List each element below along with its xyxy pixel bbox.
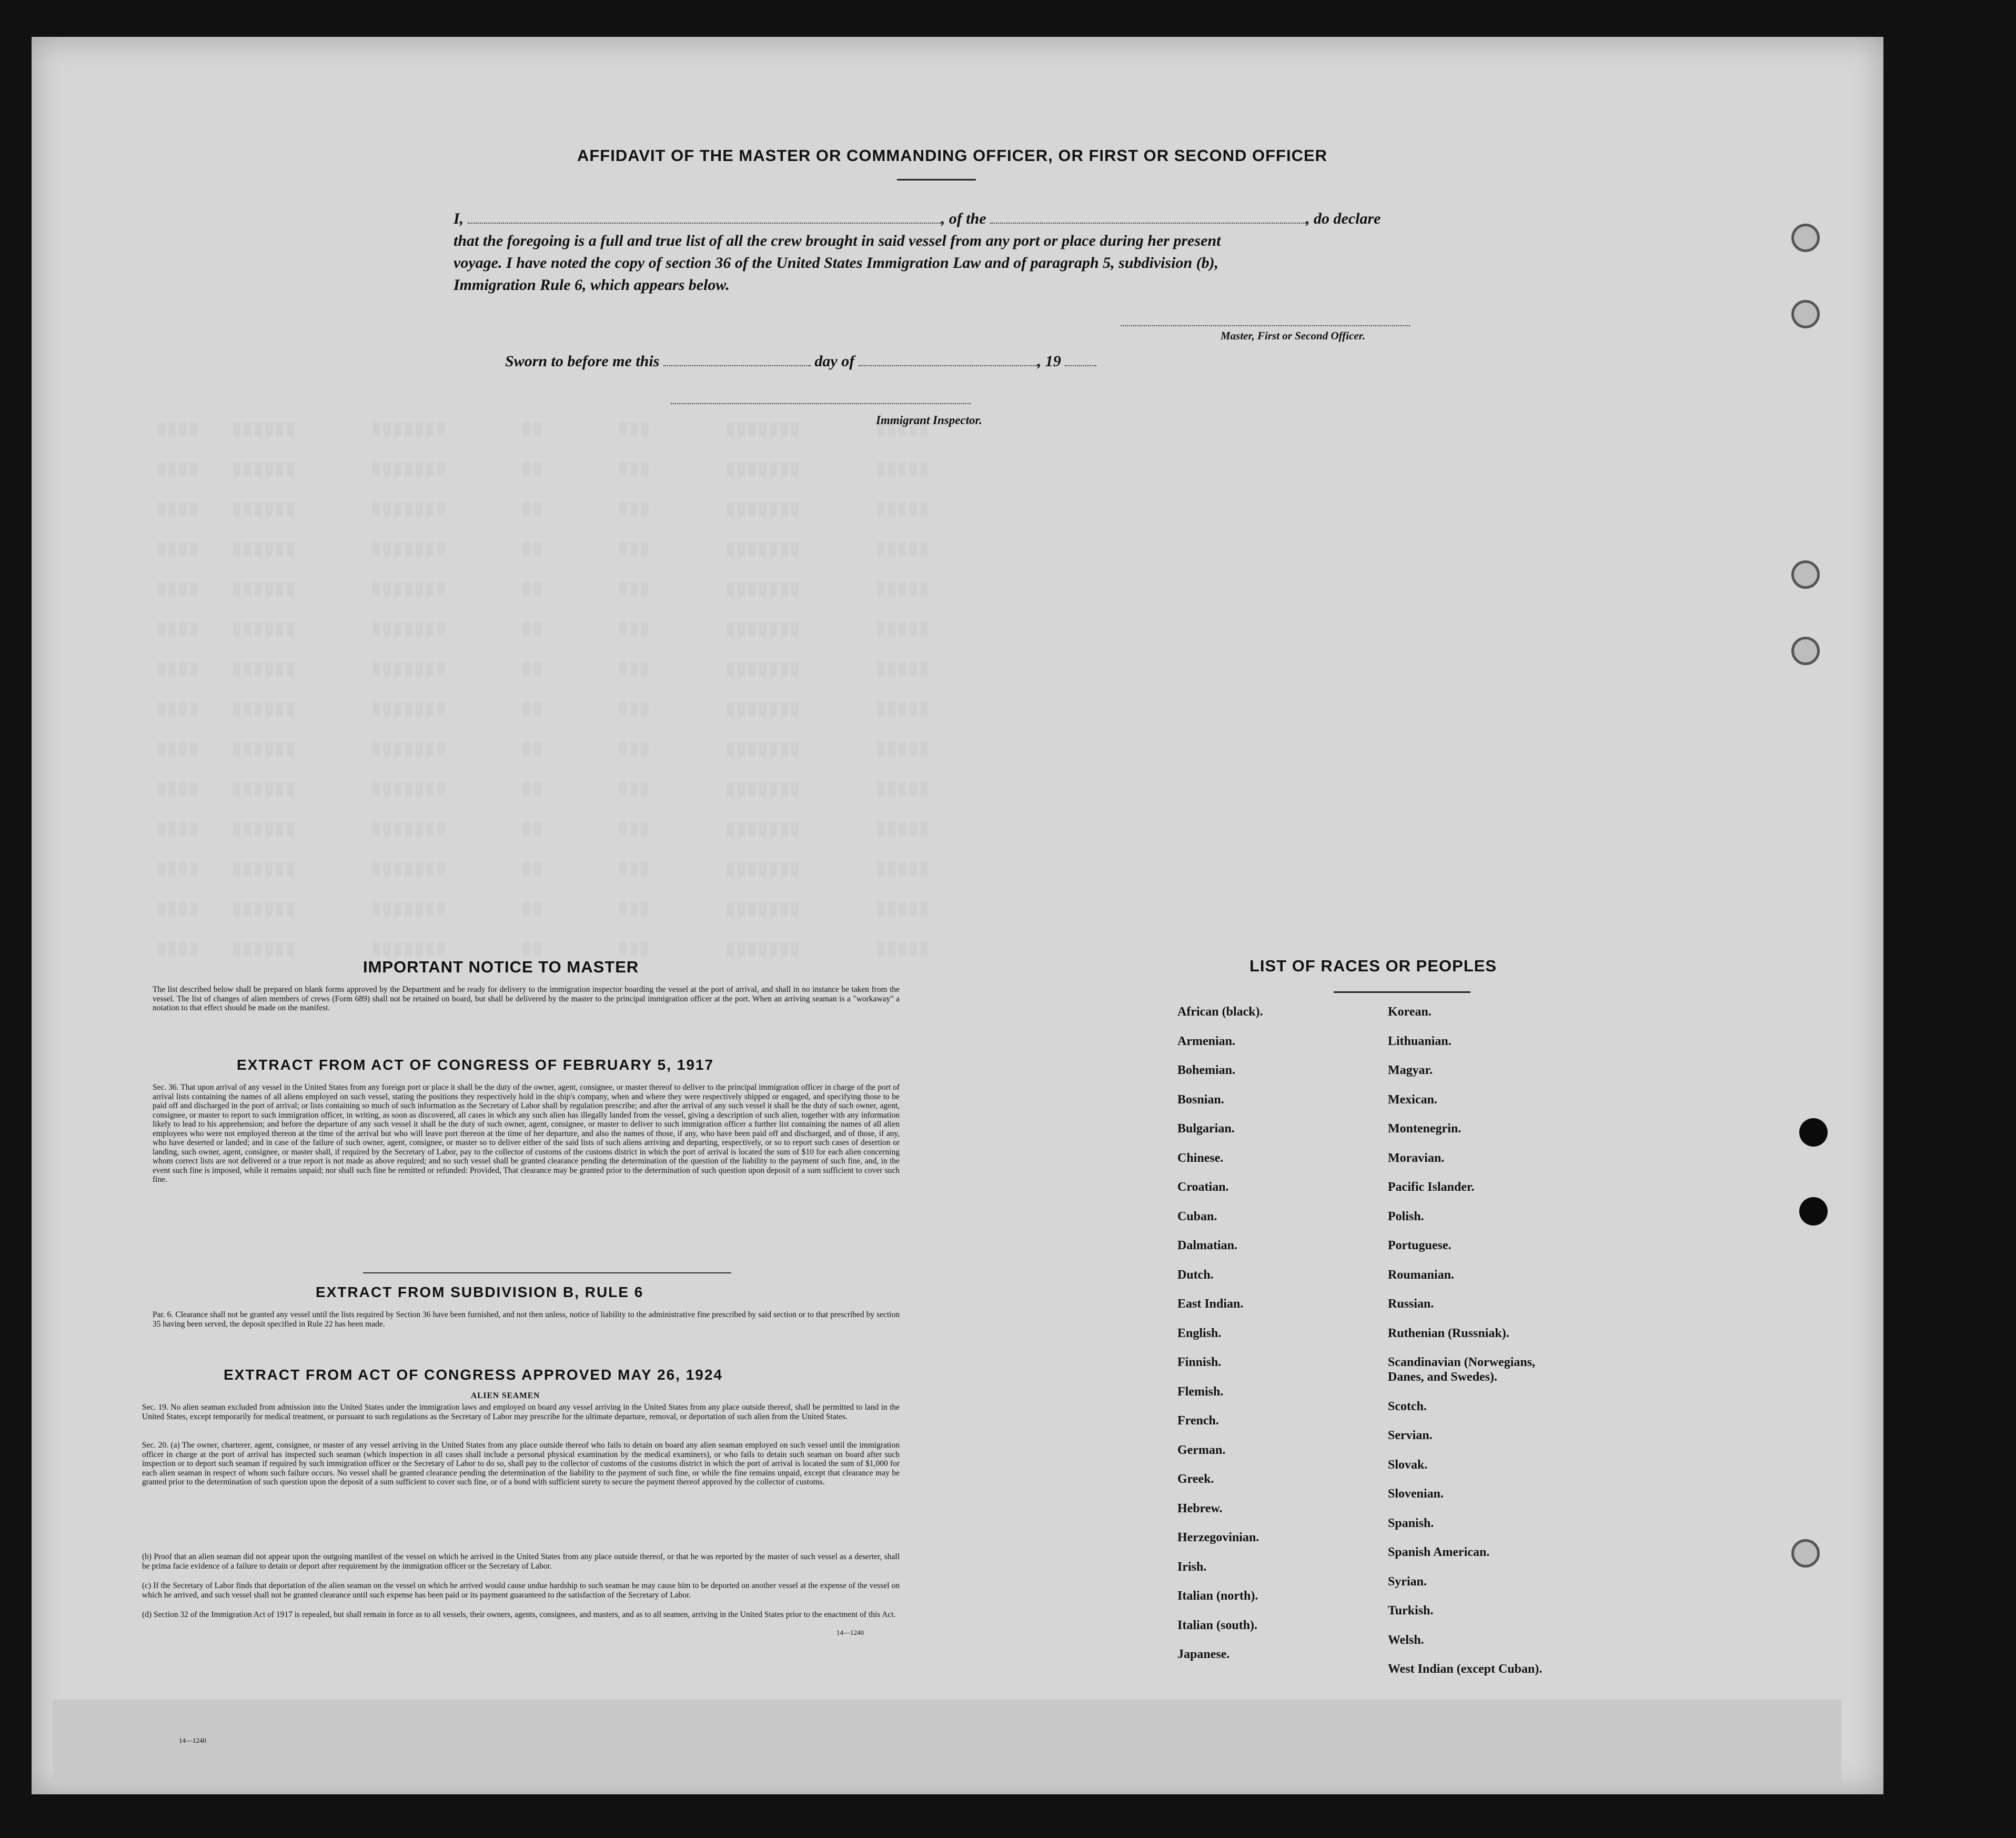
extract-1917-text: Sec. 36. That upon arrival of any vessel in the United States from any foreign port or place it shall be the duty of the owner, agent, consignee, or master thereof to deliver to the principal immigration officer in charge of the port of arrival lists containing the names of all aliens employed on such vessel, stating the positions they respectively hold in the ship's company, when and where they were respectively shipped or engaged, and specifying those to be paid off and discharged in the port of arrival; or lists containing so much of such information as the Secretary of Labor shall by regulation prescribe; and after the arrival of any such vessel it shall be the duty of such owner, agent, consignee, or master to report to such immigration officer, in writing, as soon as discovered, all cases in which any such alien has illegally landed from the vessel, giving a description of such alien, together with any information likely to lead to his apprehension; and before the departure of any such vessel it shall be the duty of such owner, agent, consignee, or master to deliver to such immigration officer a further list containing the names of all alien employees who were not employed thereon at the time of the arrival but who will leave port thereon at the time of her departure, and also the names of those, if any, who have been paid off and discharged, and of those, if any, who have deserted or landed; and in case of the failure of such owner, agent, consignee, or master so to deliver either of the said lists of such aliens arriving and departing, respectively, or so to report such cases of desertion or landing, such owner, agent, consignee, or master shall, if required by the Secretary of Labor, pay to the collector of customs of the customs district in which the port of arrival is located the sum of $10 for each alien concerning whom correct lists are not delivered or a true report is not made as above required; and no such vessel shall be granted clearance pending the determination of the question of the liability to the payment of such fine, and, in the event such fine is imposed, while it remains unpaid; nor shall such fine be remitted or refunded: Provided, That clearance may be granted prior to the determination of such question upon deposit of a sum sufficient to cover such fine. (153, 1083, 900, 1184)
race-item: Irish. (1177, 1560, 1207, 1574)
rule6-text: Par. 6. Clearance shall not be granted any vessel until the lists required by Section 36 have been furnished, and not then unless, notice of liability to the administrative fine prescribed by said section or to that prescribed by section 35 having been served, the deposit specified in Rule 22 has been made. (153, 1310, 900, 1329)
binding-hole (1791, 300, 1820, 328)
footer-form-number: 14—1240 (179, 1736, 206, 1744)
race-item: Herzegovinian. (1177, 1531, 1259, 1544)
race-item: Italian (north). (1177, 1589, 1258, 1603)
race-item: Danes, and Swedes). (1388, 1370, 1498, 1384)
binding-hole (1791, 1539, 1820, 1568)
race-item: Bohemian. (1177, 1063, 1236, 1077)
race-item: Chinese. (1177, 1151, 1224, 1165)
race-item: Roumanian. (1388, 1268, 1455, 1282)
sworn-month-field[interactable] (859, 354, 1037, 366)
race-item: Mexican. (1388, 1092, 1437, 1107)
race-item: Montenegrin. (1388, 1122, 1461, 1136)
title-underline (897, 179, 976, 180)
race-item: African (black). (1177, 1005, 1263, 1019)
race-item: Portuguese. (1388, 1239, 1451, 1252)
day-of-label: day of (814, 353, 855, 370)
race-item: Servian. (1388, 1429, 1433, 1442)
race-item: Armenian. (1177, 1034, 1235, 1048)
race-item: Pacific Islander. (1388, 1180, 1475, 1194)
race-item: Slovenian. (1388, 1487, 1444, 1501)
alien-seamen-subheading: ALIEN SEAMEN (471, 1391, 540, 1400)
race-item: Spanish. (1388, 1516, 1434, 1530)
races-heading-underline (1334, 991, 1470, 993)
race-item: Flemish. (1177, 1384, 1224, 1399)
races-heading: LIST OF RACES OR PEOPLES (1249, 957, 1497, 975)
bleed-through-texture: ▒▒▒▒ ▒▒▒▒▒▒ ▒▒▒▒▒▒▒ ▒▒ ▒▒▒ ▒▒▒▒▒▒▒ ▒▒▒▒▒ ▒▒▒▒ ▒▒▒▒▒▒ ▒▒▒▒▒▒▒ ▒▒ ▒▒▒ ▒▒▒▒▒▒▒ ▒▒▒▒▒ ▒▒▒▒ ▒▒▒▒▒▒ ▒▒▒▒▒▒▒ ▒▒ ▒▒▒ ▒▒▒▒▒▒▒ ▒▒▒▒▒ ▒▒▒▒ ▒▒▒▒▒▒ ▒▒▒▒▒▒▒ ▒▒ ▒▒▒ ▒▒▒▒▒▒▒ ▒▒▒▒▒ ▒▒▒▒ ▒▒▒▒▒▒ ▒▒▒▒▒▒▒ ▒▒ ▒▒▒ ▒▒▒▒▒▒▒ ▒▒▒▒▒ ▒▒▒▒ ▒▒▒▒▒▒ ▒▒▒▒▒▒▒ ▒▒ ▒▒▒ ▒▒▒▒▒▒▒ ▒▒▒▒▒ ▒▒▒▒ ▒▒▒▒▒▒ ▒▒▒▒▒▒▒ ▒▒ ▒▒▒ ▒▒▒▒▒▒▒ ▒▒▒▒▒ ▒▒▒▒ ▒▒▒▒▒▒ ▒▒▒▒▒▒▒ ▒▒ ▒▒▒ ▒▒▒▒▒▒▒ ▒▒▒▒▒ ▒▒▒▒ ▒▒▒▒▒▒ ▒▒▒▒▒▒▒ ▒▒ ▒▒▒ ▒▒▒▒▒▒▒ ▒▒▒▒▒ ▒▒▒▒ ▒▒▒▒▒▒ ▒▒▒▒▒▒▒ ▒▒ ▒▒▒ ▒▒▒▒▒▒▒ ▒▒▒▒▒ ▒▒▒▒ ▒▒▒▒▒▒ ▒▒▒▒▒▒▒ ▒▒ ▒▒▒ ▒▒▒▒▒▒▒ ▒▒▒▒▒ ▒▒▒▒ ▒▒▒▒▒▒ ▒▒▒▒▒▒▒ ▒▒ ▒▒▒ ▒▒▒▒▒▒▒ ▒▒▒▒▒ ▒▒▒▒ ▒▒▒▒▒▒ ▒▒▒▒▒▒▒ ▒▒ ▒▒▒ ▒▒▒▒▒▒▒ ▒▒▒▒▒ ▒▒▒▒ ▒▒▒▒▒▒ ▒▒▒▒▒▒▒ ▒▒ ▒▒▒ ▒▒▒▒▒▒▒ ▒▒▒▒▒ (158, 423, 931, 957)
sworn-prefix: Sworn to before me this (505, 353, 660, 370)
race-item: German. (1177, 1443, 1226, 1457)
of-the-label: , of the (941, 210, 986, 227)
race-item: Slovak. (1388, 1458, 1428, 1472)
extract-1917-heading: EXTRACT FROM ACT OF CONGRESS OF FEBRUARY 5, 1917 (237, 1057, 714, 1073)
race-item: Cuban. (1177, 1209, 1217, 1223)
race-item: Greek. (1177, 1472, 1214, 1486)
declaration-line-4: Immigration Rule 6, which appears below. (453, 276, 730, 294)
notice-heading: IMPORTANT NOTICE TO MASTER (363, 958, 639, 976)
i-label: I, (453, 210, 464, 227)
race-item: Scandinavian (Norwegians, (1388, 1355, 1536, 1369)
sec20d-text: (d) Section 32 of the Immigration Act of 1917 is repealed, but shall remain in force as to all vessels, their owners, agents, consignees, and masters, and as to all seamen, arriving in the United States prior to the enactment of this Act. (142, 1610, 896, 1619)
race-item: Moravian. (1388, 1151, 1445, 1165)
race-item: Italian (south). (1177, 1618, 1258, 1632)
race-item: Japanese. (1177, 1648, 1230, 1661)
sec20a-text: Sec. 20. (a) The owner, charterer, agent, consignee, or master of any vessel arriving in the United States from any place outside thereof who fails to detain on board any alien seaman employed on such vessel until the immigration officer in charge at the port of arrival has inspected such seaman (which inspection in all cases shall include a personal physical examination by the medical examiners), or who fails to detain such seaman on board after such inspection or to deport such seaman if required by such immigration officer or the Secretary of Labor to do so, shall pay to the collector of customs of the customs district in which the port of arrival is located the sum of $1,000 for each alien seaman in respect of whom such failure occurs. No vessel shall be granted clearance pending the determination of the liability to the payment of such fine, or while the fine remains unpaid, except that clearance may be granted prior to the determination of such question upon the deposit of a sum sufficient to cover such fine, or of a bond with sufficient surety to secure the payment thereof approved by the collector of customs. (142, 1441, 900, 1487)
declaration-line-3: voyage. I have noted the copy of section 36 of the United States Immigration Law and of paragraph 5, subdivision (b), (453, 254, 1219, 272)
race-item: East Indian. (1177, 1297, 1244, 1311)
signature-label: Master, First or Second Officer. (1221, 329, 1365, 342)
section-divider (363, 1272, 731, 1273)
underlying-page-edge (53, 1700, 1841, 1784)
race-item: Welsh. (1388, 1633, 1424, 1647)
sec19-text: Sec. 19. No alien seaman excluded from admission into the United States under the immigration laws and employed on board any vessel arriving in the United States from any place outside thereof, shall be permitted to land in the United States, except temporarily for medical treatment, or pursuant to such regulations as the Secretary of Labor may prescribe for the ultimate departure, removal, or deportation of such alien from the United States. (142, 1403, 900, 1421)
race-item: Polish. (1388, 1209, 1424, 1223)
race-item: Spanish American. (1388, 1545, 1490, 1559)
name-field[interactable] (468, 211, 941, 224)
race-item: Lithuanian. (1388, 1034, 1451, 1048)
race-item: Syrian. (1388, 1574, 1427, 1589)
sworn-line (505, 353, 1096, 370)
race-item: English. (1177, 1326, 1222, 1340)
race-item: West Indian (except Cuban). (1388, 1662, 1543, 1676)
declaration-line-2: that the foregoing is a full and true list of all the crew brought in said vessel from any port or place during her present (453, 232, 1221, 249)
race-item: Ruthenian (Russniak). (1388, 1326, 1509, 1340)
affidavit-declaration (453, 208, 1453, 296)
punch-hole (1799, 1118, 1828, 1147)
affidavit-title: AFFIDAVIT OF THE MASTER OR COMMANDING OFFICER, OR FIRST OR SECOND OFFICER (577, 146, 1328, 165)
race-item: Turkish. (1388, 1604, 1434, 1618)
race-item: Dutch. (1177, 1268, 1214, 1282)
vessel-field[interactable] (990, 211, 1306, 224)
race-item: Bosnian. (1177, 1092, 1224, 1107)
binding-hole (1791, 224, 1820, 252)
form-number: 14—1240 (836, 1629, 864, 1636)
race-item: Scotch. (1388, 1399, 1427, 1413)
year-prefix: , 19 (1037, 353, 1061, 370)
punch-hole (1799, 1197, 1828, 1226)
race-item: Dalmatian. (1177, 1239, 1237, 1252)
inspector-label: Immigrant Inspector. (876, 414, 982, 427)
sec20c-text: (c) If the Secretary of Labor finds that deportation of the alien seaman on the vessel on which he arrived would cause undue hardship to such seaman he may cause him to be deported on another vessel at the expense of the vessel on which he arrived, and such vessel shall not be granted clearance until such expense has been paid or its payment guaranteed to the satisfaction of the Secretary of Labor. (142, 1581, 900, 1600)
inspector-signature-field[interactable] (671, 403, 971, 404)
sworn-day-field[interactable] (663, 354, 811, 366)
race-item: Korean. (1388, 1005, 1432, 1019)
race-item: Finnish. (1177, 1355, 1222, 1369)
sec20b-text: (b) Proof that an alien seaman did not appear upon the outgoing manifest of the vessel on which he arrived in the United States from any place outside thereof, or that he was reported by the master of such vessel as a deserter, shall be prima facie evidence of a failure to detain or deport after requirement by the immigration officer or the Secretary of Labor. (142, 1552, 900, 1571)
race-item: Hebrew. (1177, 1501, 1223, 1515)
race-item: Bulgarian. (1177, 1122, 1235, 1136)
race-item: Croatian. (1177, 1180, 1229, 1194)
race-item: Russian. (1388, 1297, 1434, 1311)
race-item: French. (1177, 1414, 1219, 1428)
race-item: Magyar. (1388, 1063, 1433, 1077)
extract-1924-heading: EXTRACT FROM ACT OF CONGRESS APPROVED MAY 26, 1924 (224, 1367, 723, 1383)
notice-text: The list described below shall be prepared on blank forms approved by the Department and be ready for delivery to the immigration inspector boarding the vessel at the port of arrival, and shall in no instance be taken from the vessel. The list of changes of alien members of crews (Form 689) shall not be retained on board, but shall be delivered by the master to the principal immigration officer at the port. When an arriving seaman is a "workaway" a notation to that effect should be made on the manifest. (153, 985, 900, 1012)
rule6-heading: EXTRACT FROM SUBDIVISION B, RULE 6 (316, 1284, 644, 1300)
do-declare-label: , do declare (1306, 210, 1381, 227)
sworn-year-field[interactable] (1065, 354, 1096, 366)
signature-field[interactable] (1121, 325, 1410, 326)
